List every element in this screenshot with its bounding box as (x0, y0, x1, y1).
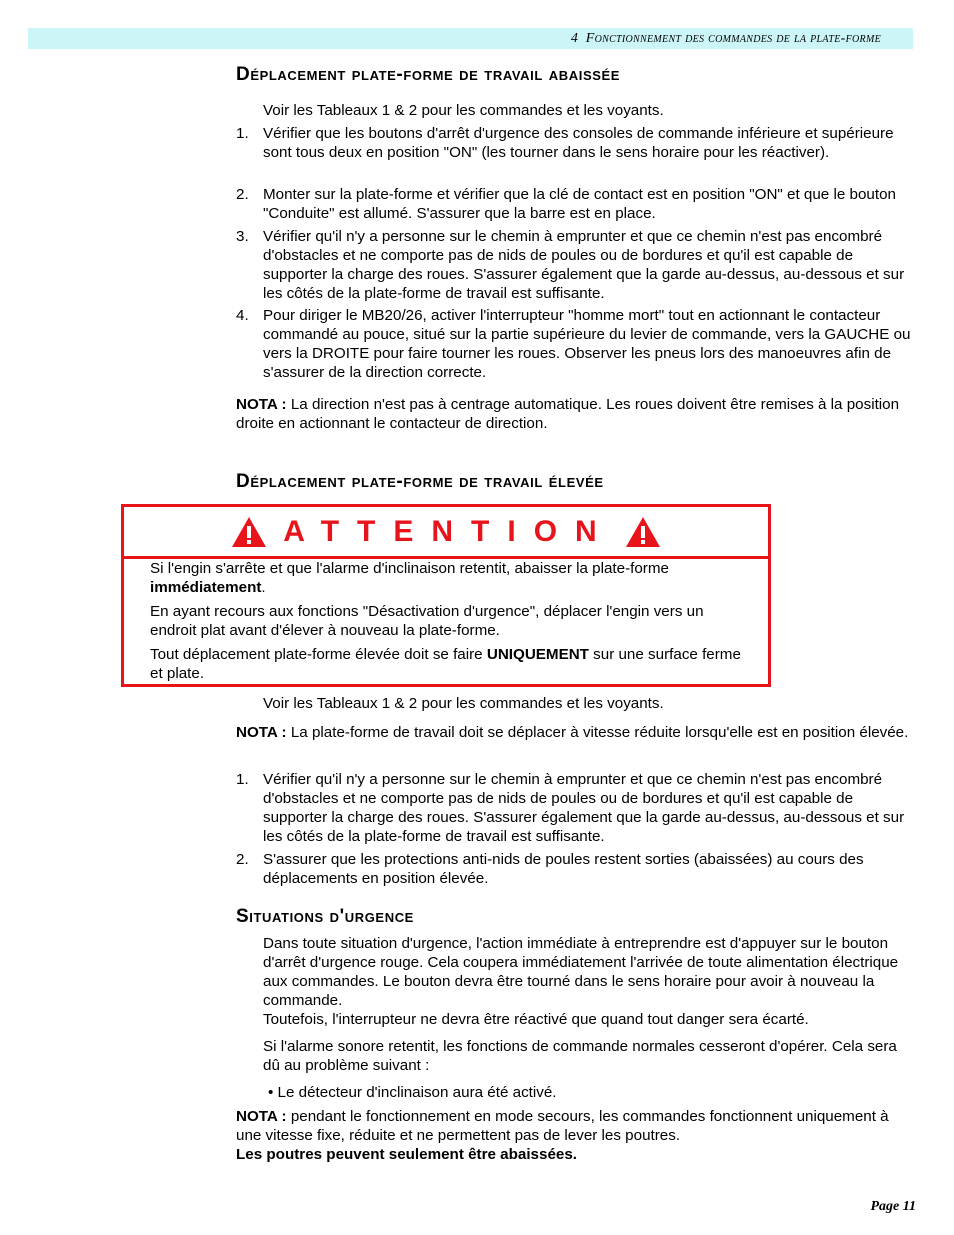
item-number: 2. (236, 851, 249, 868)
item-text: Monter sur la plate-forme et vérifier que la clé de contact est en position "ON" et que le bouton "Conduite" est allumé. S'assurer que la barre est en place. (263, 186, 896, 222)
section-title-emergency: Situations d'urgence (236, 906, 414, 927)
page-number: Page 11 (870, 1199, 916, 1214)
warning-header (124, 507, 768, 559)
list-item (236, 306, 916, 382)
item-text: Vérifier qu'il n'y a personne sur le chemin à emprunter et que ce chemin n'est pas encombré d'obstacles et ne comporte pas de nids de poules ou de bordures et qu'il est capable de supporter la charge des roues. S'assurer également que la garde au-dessus, au-dessous et sur les côtés de la plate-forme de travail est suffisante. (263, 228, 905, 302)
emergency-text-followup: Toutefois, l'interrupteur ne devra être réactivé que quand tout danger sera écarté. (263, 1011, 809, 1028)
section2-nota (236, 723, 916, 742)
item-number: 4. (236, 307, 249, 324)
section3-paragraph (263, 934, 913, 1029)
item-number: 1. (236, 125, 249, 142)
list-item (236, 124, 916, 162)
warning-emphasis: UNIQUEMENT (486, 646, 589, 663)
emergency-text: Dans toute situation d'urgence, l'action immédiate à entreprendre est d'appuyer sur le bouton d'arrêt d'urgence rouge. Cela coupera immédiatement l'arrivée de toute alimentation électrique aux commandes. Le bouton devra être tourné dans le sens horaire pour avoir à nouveau la commande. (263, 935, 899, 1009)
nota-label: NOTA : (236, 396, 287, 413)
nota-label: NOTA : (236, 724, 287, 741)
list-item (236, 185, 916, 223)
bullet-item: • Le détecteur d'inclinaison aura été activé. (268, 1084, 557, 1101)
warning-box (121, 504, 771, 687)
chapter-number: 4 (570, 31, 579, 46)
nota-text: La plate-forme de travail doit se déplacer à vitesse réduite lorsqu'elle est en position élevée. (286, 724, 909, 741)
page-header (28, 28, 913, 49)
warning-text: Si l'engin s'arrête et que l'alarme d'inclinaison retentit, abaisser la plate-forme (150, 560, 669, 577)
item-number: 3. (236, 228, 249, 245)
section-title-lowered: Déplacement plate-forme de travail abaissée (236, 64, 621, 85)
section1-intro: Voir les Tableaux 1 & 2 pour les commandes et les voyants. (263, 102, 664, 119)
list-item (236, 770, 916, 846)
warning-triangle-icon (231, 516, 267, 548)
warning-text: Tout déplacement plate-forme élevée doit se faire (150, 646, 487, 663)
warning-triangle-icon (625, 516, 661, 548)
item-text: Pour diriger le MB20/26, activer l'interrupteur "homme mort" tout en actionnant le contacteur commandé au pouce, situé sur la partie supérieure du levier de commande, vers la GAUCHE ou vers la DROITE pour faire tourner les roues. Observer les pneus lors des manoeuvres afin de s'assurer de la direction correcte. (263, 307, 911, 381)
item-number: 2. (236, 186, 249, 203)
chapter-heading (571, 29, 881, 49)
warning-text-end: sur une surface ferme et plate. (150, 646, 741, 682)
item-text: S'assurer que les protections anti-nids de poules restent sorties (abaissées) au cours des déplacements en position élevée. (263, 851, 864, 887)
list-item (236, 850, 916, 888)
warning-emphasis: immédiatement (150, 579, 262, 596)
warning-paragraph: En ayant recours aux fonctions "Désactivation d'urgence", déplacer l'engin vers un endroit plat avant d'élever à nouveau la plate-forme. (150, 603, 704, 639)
section-title-raised: Déplacement plate-forme de travail élevée (236, 471, 604, 492)
nota-bold-text: Les poutres peuvent seulement être abaissées. (236, 1146, 578, 1163)
nota-text: La direction n'est pas à centrage automatique. Les roues doivent être remises à la position droite en actionnant le contacteur de direction. (236, 396, 900, 432)
section1-nota (236, 395, 916, 433)
item-text: Vérifier qu'il n'y a personne sur le chemin à emprunter et que ce chemin n'est pas encombré d'obstacles et ne comporte pas de nids de poules ou de bordures et qu'il est capable de supporter la charge des roues. S'assurer également que la garde au-dessus, au-dessous et sur les côtés de la plate-forme de travail est suffisante. (263, 771, 905, 845)
section3-nota (236, 1107, 916, 1164)
warning-paragraph (150, 559, 750, 597)
list-item (236, 227, 916, 303)
warning-body (150, 559, 750, 688)
section3-alarm-paragraph: Si l'alarme sonore retentit, les fonctions de commande normales cesseront d'opérer. Cela sera dû au problème suivant : (263, 1038, 897, 1074)
item-number: 1. (236, 771, 249, 788)
warning-text-end: . (261, 579, 266, 596)
section2-intro: Voir les Tableaux 1 & 2 pour les commandes et les voyants. (263, 695, 664, 712)
warning-title: ATTENTION (283, 514, 615, 548)
nota-label: NOTA : (236, 1108, 287, 1125)
warning-paragraph (150, 645, 750, 683)
item-text: Vérifier que les boutons d'arrêt d'urgence des consoles de commande inférieure et supérieure sont tous deux en position "ON" (les tourner dans le sens horaire pour les réactiver). (263, 125, 894, 161)
chapter-title: Fonctionnement des commandes de la plate-forme (585, 31, 881, 46)
nota-text: pendant le fonctionnement en mode secours, les commandes fonctionnent uniquement à une vitesse fixe, réduite et ne permettent pas de lever les poutres. (236, 1108, 889, 1144)
